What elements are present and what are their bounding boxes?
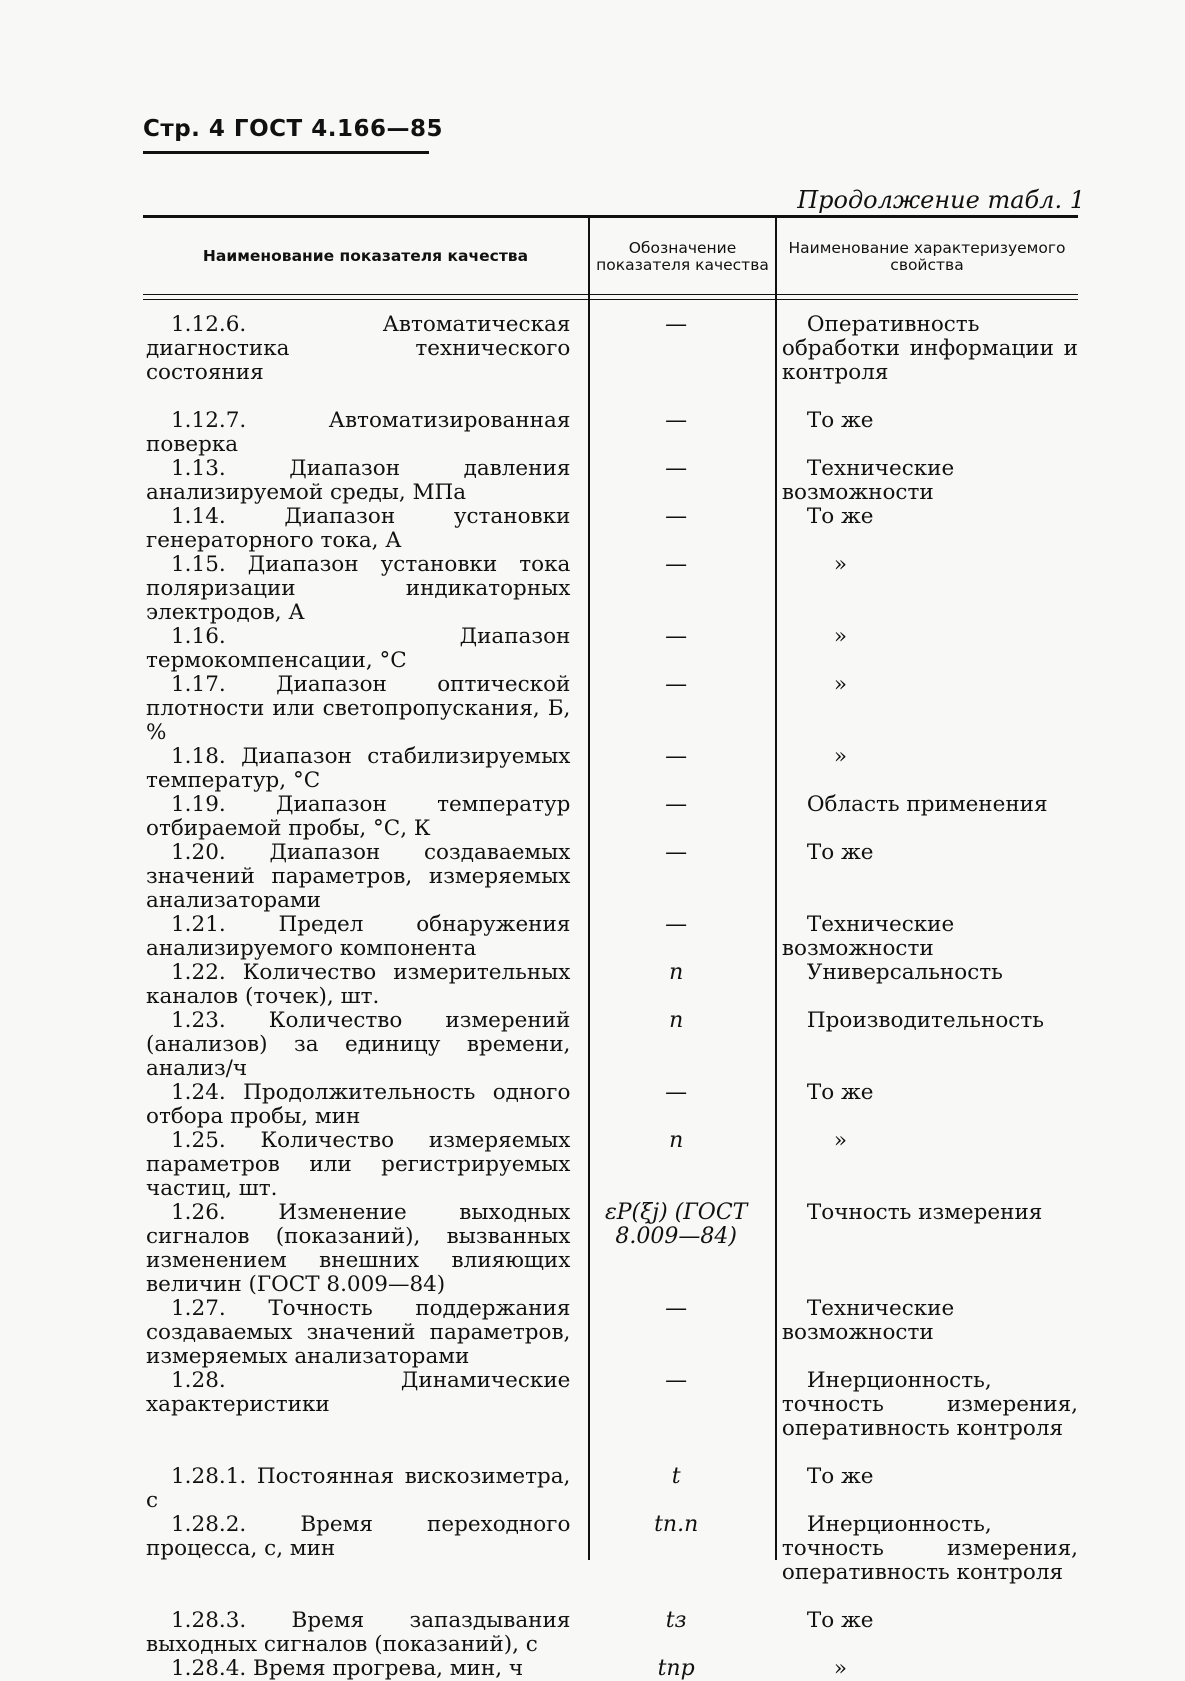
- characterized-property: Универсальность: [806, 960, 1003, 985]
- indicator-name: 1.28. Динамические характеристики: [146, 1368, 571, 1417]
- indicator-symbol: —: [665, 840, 688, 865]
- table-row: [143, 1201, 1078, 1297]
- table-row: [143, 313, 1078, 385]
- table-row: [143, 457, 1078, 505]
- indicator-symbol: n: [669, 1128, 684, 1153]
- characterized-property: »: [833, 552, 848, 577]
- indicator-name: 1.19. Диапазон температур отбираемой пробы, °С, К: [146, 792, 571, 841]
- characterized-property: Точность измерения: [806, 1200, 1043, 1225]
- characterized-property: »: [833, 1656, 848, 1681]
- characterized-property: Оперативность обработки информации и контроля: [781, 312, 1078, 385]
- table-row: [143, 1513, 1078, 1585]
- indicator-name: 1.28.1. Постоянная вискозиметра, с: [146, 1464, 571, 1513]
- indicator-symbol: —: [665, 552, 688, 577]
- table-row: [143, 1369, 1078, 1441]
- characterized-property: Инерционность, точность измерения, оперативность контроля: [781, 1512, 1078, 1585]
- indicator-symbol: —: [665, 456, 688, 481]
- indicator-name: 1.28.2. Время переходного процесса, с, мин: [146, 1512, 571, 1561]
- table-row: [143, 1129, 1078, 1201]
- indicator-symbol: εP(ξj) (ГОСТ 8.009—84): [604, 1200, 748, 1249]
- characterized-property: Область применения: [806, 792, 1048, 817]
- characterized-property: То же: [806, 408, 874, 433]
- indicator-symbol: —: [665, 792, 688, 817]
- table-row: [143, 1009, 1078, 1081]
- quality-indicators-table: [143, 215, 1078, 1681]
- table-row: [143, 409, 1078, 457]
- indicator-name: 1.24. Продолжительность одного отбора пробы, мин: [146, 1080, 571, 1129]
- indicator-symbol: —: [665, 1080, 688, 1105]
- indicator-name: 1.12.6. Автоматическая диагностика технического состояния: [146, 312, 571, 385]
- indicator-symbol: tз: [665, 1608, 687, 1633]
- characterized-property: Технические возможности: [781, 456, 955, 505]
- table-row: [143, 745, 1078, 793]
- indicator-name: 1.14. Диапазон установки генераторного тока, А: [146, 504, 571, 553]
- indicator-symbol: n: [669, 1008, 684, 1033]
- indicator-symbol: —: [665, 672, 688, 697]
- table-body: [143, 313, 1078, 1681]
- characterized-property: То же: [806, 1080, 874, 1105]
- table-row: [143, 1465, 1078, 1513]
- characterized-property: Инерционность, точность измерения, оперативность контроля: [781, 1368, 1078, 1441]
- characterized-property: »: [833, 1128, 848, 1153]
- characterized-property: Производительность: [806, 1008, 1044, 1033]
- column-header-indicator-name: Наименование показателя качества: [202, 247, 529, 265]
- table-row: [143, 625, 1078, 673]
- characterized-property: То же: [806, 840, 874, 865]
- table-row: [143, 505, 1078, 553]
- indicator-symbol: —: [665, 312, 688, 337]
- indicator-symbol: n: [669, 960, 684, 985]
- indicator-name: 1.28.3. Время запаздывания выходных сигналов (показаний), с: [146, 1608, 571, 1657]
- table-row: [143, 793, 1078, 841]
- indicator-name: 1.26. Изменение выходных сигналов (показаний), вызванных изменением внешних влияющих величин (ГОСТ 8.009—84): [146, 1200, 571, 1297]
- indicator-name: 1.23. Количество измерений (анализов) за единицу времени, анализ/ч: [146, 1008, 571, 1081]
- characterized-property: То же: [806, 1464, 874, 1489]
- indicator-symbol: t: [671, 1464, 681, 1489]
- indicator-name: 1.15. Диапазон установки тока поляризации индикаторных электродов, А: [146, 552, 571, 625]
- characterized-property: »: [833, 744, 848, 769]
- characterized-property: Технические возможности: [781, 1296, 955, 1345]
- table-row: [143, 1609, 1078, 1657]
- table-row: [143, 913, 1078, 961]
- indicator-symbol: —: [665, 1368, 688, 1393]
- indicator-symbol: —: [665, 624, 688, 649]
- table-row: [143, 1657, 1078, 1681]
- indicator-name: 1.27. Точность поддержания создаваемых значений параметров, измеряемых анализаторами: [146, 1296, 571, 1369]
- indicator-name: 1.22. Количество измерительных каналов (точек), шт.: [146, 960, 571, 1009]
- indicator-symbol: tпр: [657, 1656, 695, 1681]
- characterized-property: То же: [806, 1608, 874, 1633]
- indicator-name: 1.28.4. Время прогрева, мин, ч: [171, 1656, 524, 1681]
- indicator-symbol: —: [665, 744, 688, 769]
- characterized-property: Технические возможности: [781, 912, 955, 961]
- table-row: [143, 961, 1078, 1009]
- table-row: [143, 553, 1078, 625]
- characterized-property: То же: [806, 504, 874, 529]
- characterized-property: »: [833, 672, 848, 697]
- indicator-name: 1.12.7. Автоматизированная поверка: [146, 408, 571, 457]
- indicator-symbol: —: [665, 1296, 688, 1321]
- header-rule: [143, 151, 429, 154]
- table-row: [143, 841, 1078, 913]
- indicator-name: 1.20. Диапазон создаваемых значений параметров, измеряемых анализаторами: [146, 840, 571, 913]
- indicator-name: 1.17. Диапазон оптической плотности или светопропускания, Б, %: [146, 672, 571, 745]
- column-header-indicator-symbol: Обозначение показателя качества: [596, 238, 769, 274]
- indicator-name: 1.13. Диапазон давления анализируемой среды, МПа: [146, 456, 571, 505]
- indicator-symbol: —: [665, 408, 688, 433]
- table-row: [143, 1081, 1078, 1129]
- indicator-name: 1.18. Диапазон стабилизируемых температур, °С: [146, 744, 571, 793]
- page-header: Стр. 4 ГОСТ 4.166—85: [143, 116, 443, 142]
- table-row: [143, 1297, 1078, 1369]
- indicator-symbol: —: [665, 504, 688, 529]
- indicator-name: 1.25. Количество измеряемых параметров или регистрируемых частиц, шт.: [146, 1128, 571, 1201]
- indicator-name: 1.16. Диапазон термокомпенсации, °С: [146, 624, 571, 673]
- table-row: [143, 673, 1078, 745]
- indicator-symbol: —: [665, 912, 688, 937]
- table-continuation-caption: Продолжение табл. 1: [797, 186, 1085, 214]
- indicator-name: 1.21. Предел обнаружения анализируемого компонента: [146, 912, 571, 961]
- column-header-property: Наименование характеризуемого свойства: [788, 238, 1066, 274]
- characterized-property: »: [833, 624, 848, 649]
- indicator-symbol: tп.п: [654, 1512, 699, 1537]
